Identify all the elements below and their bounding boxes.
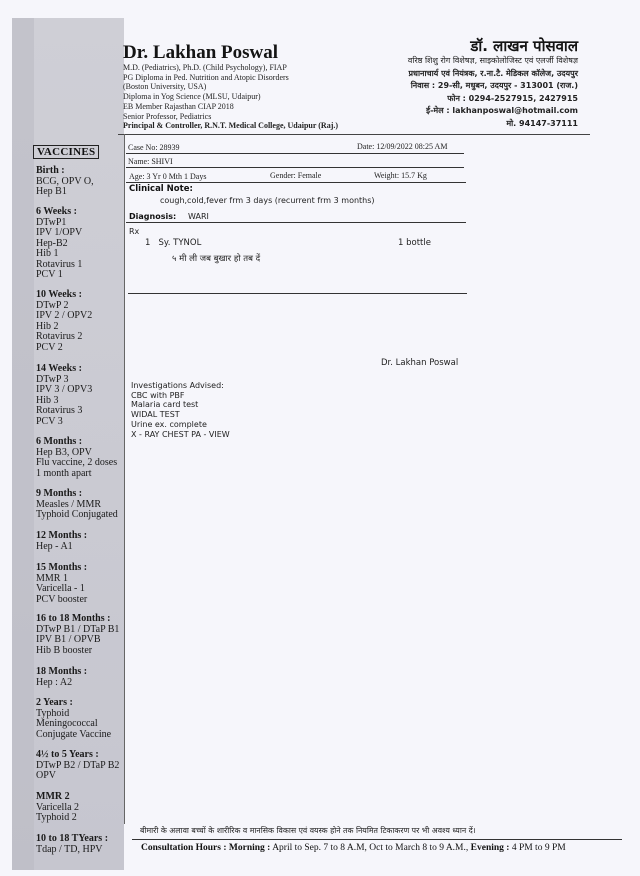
vaccine-item: Hib B booster [36, 644, 93, 656]
vaccine-item: Measles / MMR [36, 498, 101, 510]
vaccine-age: 10 to 18 TYears : [36, 833, 109, 844]
vaccine-item: Conjugate Vaccine [36, 728, 112, 740]
vaccine-item: DTwP B1 / DTaP B1 [36, 623, 120, 635]
divider [126, 167, 464, 168]
vaccine-item: Varicella 2 [36, 801, 80, 813]
vaccine-item: Hep - A1 [36, 540, 73, 552]
vaccine-item: PCV 2 [36, 341, 63, 353]
vaccine-item: Hep-B2 [36, 237, 68, 249]
vaccine-item: Hep B3, OPV [36, 446, 92, 458]
vaccine-item: Tdap / TD, HPV [36, 843, 103, 855]
investigation-item: WIDAL TEST [131, 410, 180, 420]
divider [126, 153, 464, 154]
column-divider [124, 134, 125, 824]
hindi-line: प्रधानाचार्य एवं नियंत्रक, र.ना.टै. मेडिकल कॉलेज, उदयपुर [408, 68, 578, 78]
vaccine-item: Hib 2 [36, 320, 59, 332]
qualification-line: EB Member Rajasthan CIAP 2018 [123, 101, 234, 111]
doctor-name-hindi: डॉ. लाखन पोसवाल [470, 37, 578, 55]
consultation-label: Consultation Hours : [141, 843, 227, 853]
consultation-hours [141, 843, 566, 853]
vaccines-title: VACCINES [33, 145, 99, 159]
case-date: Date: 12/09/2022 08:25 AM [357, 142, 448, 151]
vaccine-age: 2 Years : [36, 697, 73, 708]
vaccine-item: Typhoid Conjugated [36, 509, 118, 520]
vaccine-item: DTwP B2 / DTaP B2 [36, 759, 120, 771]
vaccine-age: 12 Months : [36, 530, 88, 541]
qualification-line: PG Diploma in Ped. Nutrition and Atopic Disorders [123, 72, 289, 82]
vaccine-item: DTwP1 [36, 216, 67, 228]
vaccine-age: 4½ to 5 Years : [36, 749, 99, 760]
vaccine-group [36, 531, 87, 552]
vaccine-age: Birth : [36, 165, 65, 176]
vaccine-age: 6 Months : [36, 436, 83, 447]
investigation-item: X - RAY CHEST PA - VIEW [131, 429, 230, 439]
header-divider [118, 134, 590, 135]
investigations-advised [131, 381, 230, 439]
vaccine-item: Meningococcal [36, 718, 98, 729]
evening-hours: 4 PM to 9 PM [511, 843, 566, 853]
vaccine-group [36, 563, 87, 605]
rx-drug: Sy. TYNOL [158, 238, 202, 248]
diagnosis-value: WARI [188, 212, 209, 221]
vaccine-item: Hep B1 [36, 186, 67, 197]
patient-weight: Weight: 15.7 Kg [374, 171, 427, 180]
qualification-line: Diploma in Yog Science (MLSU, Udaipur) [123, 92, 261, 102]
rx-quantity: 1 bottle [398, 238, 431, 248]
patient-gender: Gender: Female [270, 171, 322, 180]
phone-line: फोन : 0294-2527915, 2427915 [447, 93, 578, 103]
vaccine-group [36, 166, 94, 198]
vaccine-item: Rotavirus 3 [36, 405, 83, 416]
hindi-line: वरिष्ठ शिशु रोग विशेषज्ञ, साइकोलोजिस्ट एवं एलर्जी विशेषज्ञ [407, 56, 578, 65]
doctor-name: Dr. Lakhan Poswal [123, 42, 279, 63]
doctor-signature: Dr. Lakhan Poswal [381, 358, 459, 368]
evening-label: Evening : [470, 843, 510, 853]
vaccine-item: Hep : A2 [36, 676, 73, 688]
doctor-qualifications [123, 63, 338, 131]
vaccine-item: Hib 3 [36, 394, 59, 406]
vaccine-item: IPV 3 / OPV3 [36, 384, 93, 395]
vaccine-age: 16 to 18 Months : [36, 613, 111, 624]
mobile-line: मो. 94147-37111 [506, 118, 578, 128]
qualification-line: (Boston University, USA) [123, 82, 207, 92]
vaccine-item: Rotavirus 1 [36, 258, 83, 270]
vaccine-group [36, 364, 92, 427]
vaccine-item: PCV 1 [36, 269, 63, 280]
vaccine-group [36, 667, 87, 688]
clinical-note: cough,cold,fever frm 3 days (recurrent frm 3 months) [160, 196, 375, 205]
patient-age: Age: 3 Yr 0 Mth 1 Days [129, 172, 207, 181]
vaccine-item: 1 month apart [36, 467, 92, 479]
vaccine-group [36, 437, 117, 479]
vaccine-item: Hib 1 [36, 248, 59, 259]
qualification-line: Senior Professor, Pediatrics [123, 111, 212, 121]
vaccine-age: 6 Weeks : [36, 206, 77, 217]
vaccine-group [36, 792, 79, 824]
vaccine-group [36, 290, 92, 353]
investigation-item: Urine ex. complete [131, 419, 207, 429]
vaccine-item: Typhoid 2 [36, 812, 77, 823]
doctor-position: Principal & Controller, R.N.T. Medical College, Udaipur (Raj.) [123, 121, 339, 131]
divider [126, 182, 466, 183]
investigations-list [131, 391, 230, 440]
vaccine-item: PCV booster [36, 593, 88, 605]
address-line: निवास : 29-सी, मधुबन, उदयपुर - 313001 (राज.) [410, 81, 578, 90]
vaccine-item: Varicella - 1 [36, 583, 85, 594]
vaccine-item: BCG, OPV O, [36, 175, 94, 187]
vaccine-item: Flu vaccine, 2 doses [36, 457, 118, 468]
vaccine-group [36, 834, 108, 855]
investigations-label: Investigations Advised: [131, 381, 224, 390]
vaccine-item: MMR 1 [36, 572, 68, 584]
vaccine-age: MMR 2 [36, 791, 70, 802]
vaccine-item: PCV 3 [36, 415, 63, 427]
qualification-line: M.D. (Pediatrics), Ph.D. (Child Psychology), FIAP [123, 63, 287, 72]
vaccine-age: 10 Weeks : [36, 289, 82, 300]
morning-hours: April to Sep. 7 to 8 A.M, Oct to March 8 to 9 A.M., [272, 843, 469, 853]
vaccine-group [36, 698, 111, 740]
rx-instruction: ५ मी ली जब बुखार हो तब दें [172, 254, 261, 264]
investigation-item: Malaria card test [131, 400, 199, 410]
rx-label: Rx [129, 227, 140, 236]
vaccine-item: Typhoid [36, 707, 70, 719]
vaccine-group [36, 207, 82, 281]
morning-label: Morning : [228, 843, 271, 853]
vaccine-item: IPV 1/OPV [36, 227, 83, 238]
case-number: Case No: 28939 [128, 143, 180, 152]
vaccine-item: DTwP 3 [36, 373, 69, 385]
vaccine-age: 14 Weeks : [36, 363, 82, 374]
email-line: ई-मेल : lakhanposwal@hotmail.com [426, 106, 578, 115]
vaccine-item: OPV [36, 770, 57, 781]
clinical-note-label: Clinical Note: [129, 184, 193, 194]
vaccine-age: 9 Months : [36, 488, 83, 499]
vaccine-group [36, 614, 119, 656]
doctor-contact-hindi [408, 55, 578, 130]
footer-note: बीमारी के अलावा बच्चों के शारीरिक व मानसिक विकास एवं वयस्क होने तक नियमित टिकाकरण पर भी अवश्य ध्यान दें। [140, 826, 476, 835]
diagnosis-label: Diagnosis: [129, 212, 177, 221]
vaccine-group [36, 750, 119, 782]
rx-item-number: 1 [145, 238, 151, 248]
vaccine-age: 15 Months : [36, 562, 88, 573]
investigation-item: CBC with PBF [131, 390, 185, 400]
divider [126, 222, 466, 223]
divider [128, 293, 467, 294]
patient-name: Name: SHIVI [128, 157, 173, 166]
vaccine-age: 18 Months : [36, 666, 88, 677]
vaccine-item: IPV 2 / OPV2 [36, 310, 93, 321]
vaccine-group [36, 489, 118, 521]
vaccine-item: Rotavirus 2 [36, 331, 83, 342]
vaccine-item: DTwP 2 [36, 299, 69, 311]
vaccine-item: IPV B1 / OPVB [36, 634, 101, 645]
rx-item [145, 238, 201, 248]
footer-divider [132, 839, 622, 840]
